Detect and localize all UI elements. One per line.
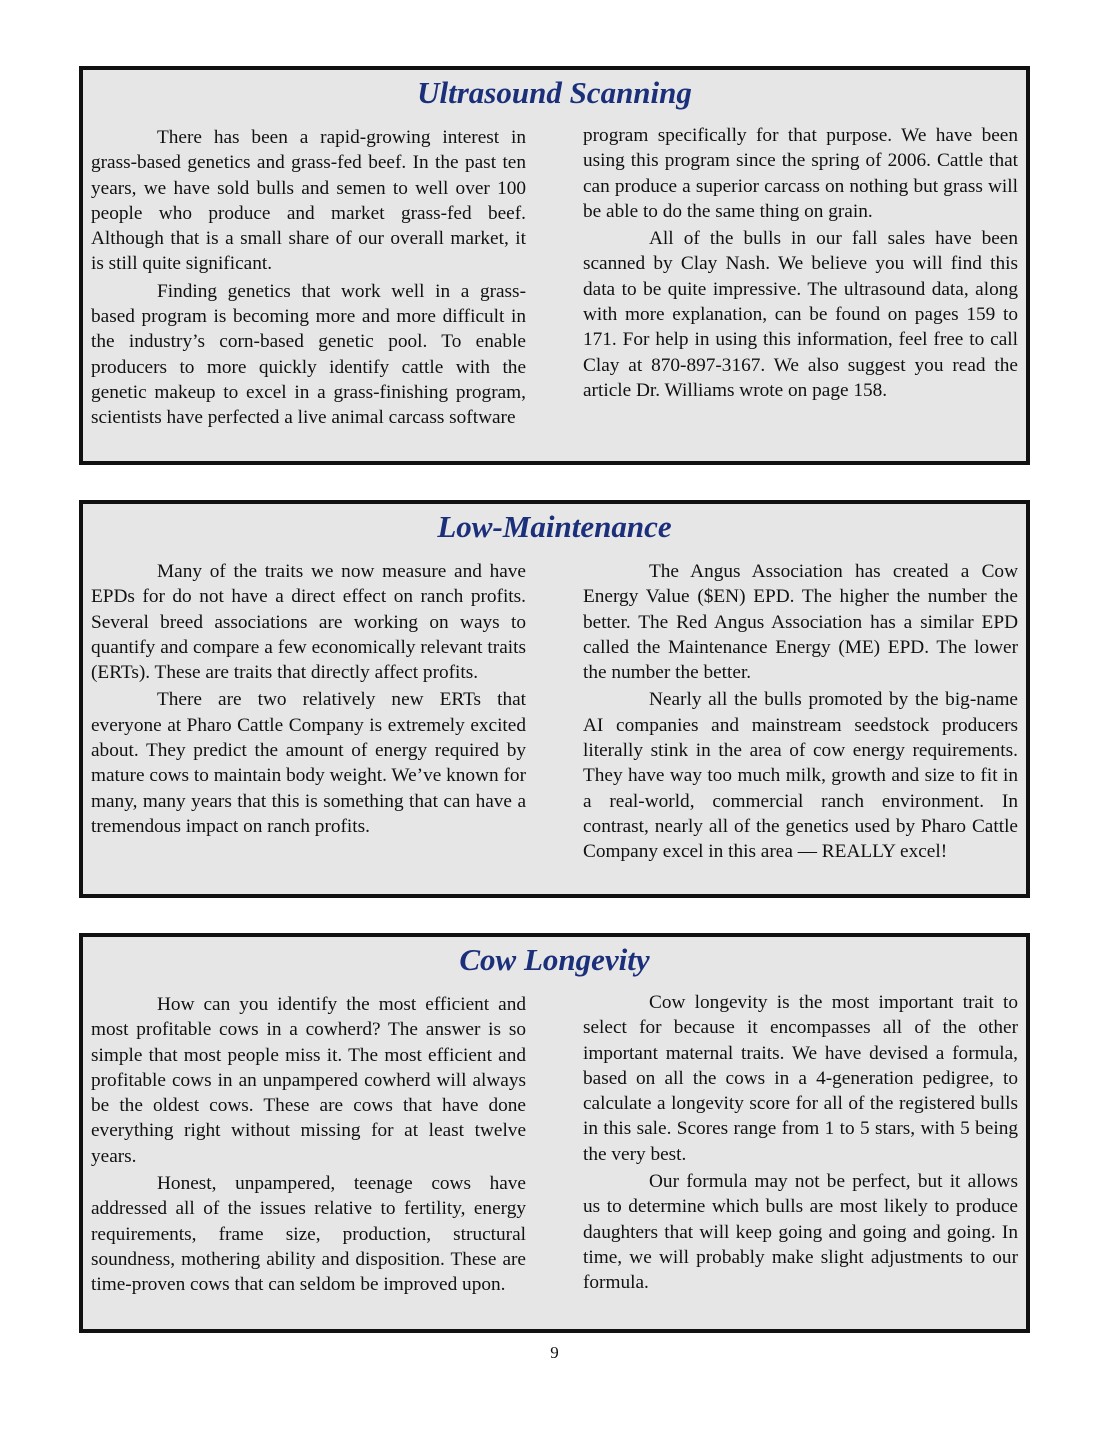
section-title: Cow Longevity [459,942,650,977]
paragraph: There has been a rapid-growing interest in grass-based genetics and grass-fed beef. In the past ten years, we have sold bulls and semen to well over 100 people who produce and market grass-fed beef. Although that is a small share of our overall market, it is still quite significant. [91,127,526,275]
left-column [91,112,526,433]
left-column [91,546,526,867]
paragraph: Our formula may not be perfect, but it allows us to determine which bulls are most likely to produce daughters that will keep going and going and going. In time, we will probably make slight adjustments to our formula. [583,1171,1018,1294]
section-title: Low-Maintenance [437,509,672,544]
paragraph: program specifically for that purpose. We have been using this program since the spring of 2006. Cattle that can produce a superior carcass on nothing but grass will be able to do the same thing on grain. [583,125,1018,222]
section-columns [83,112,1026,433]
ultrasound-scanning-box [79,66,1030,465]
right-column [583,546,1018,867]
low-maintenance-box [79,500,1030,898]
section-columns [83,979,1026,1300]
paragraph: Many of the traits we now measure and have EPDs for do not have a direct effect on ranch profits. Several breed associations are working on ways to quantify and compare a few economically relevant traits (ERTs). These are traits that directly affect profits. [91,561,526,684]
section-title: Ultrasound Scanning [417,75,692,110]
paragraph: The Angus Association has created a Cow Energy Value ($EN) EPD. The higher the number the better. The Red Angus Association has a similar EPD called the Maintenance Energy (ME) EPD. The lower the number the better. [583,561,1018,684]
paragraph: Cow longevity is the most important trait to select for because it encompasses all of the other important maternal traits. We have devised a formula, based on all the cows in a 4-generation pedigree, to calculate a longevity score for all of the registered bulls in this sale. Scores range from 1 to 5 stars, with 5 being the very best. [583,992,1018,1165]
paragraph: Nearly all the bulls promoted by the big-name AI companies and mainstream seedstock producers literally stink in the area of cow energy requirements. They have way too much milk, growth and size to fit in a real-world, commercial ranch environment. In contrast, nearly all of the genetics used by Pharo Cattle Company excel in this area — REALLY excel! [583,689,1018,863]
section-columns [83,546,1026,867]
right-column [583,112,1018,433]
left-column [91,979,526,1300]
paragraph: All of the bulls in our fall sales have been scanned by Clay Nash. We believe you will find this data to be quite impressive. The ultrasound data, along with more explanation, can be found on pages 159 to 171. For help in using this information, feel free to call Clay at 870-897-3167. We also suggest you read the article Dr. Williams wrote on page 158. [583,228,1018,401]
page-number: 9 [550,1343,559,1362]
paragraph: How can you identify the most efficient and most profitable cows in a cowherd? The answer is so simple that most people miss it. The most efficient and profitable cows in an unpampered cowherd will always be the oldest cows. These are cows that have done everything right without missing for at least twelve years. [91,994,526,1167]
paragraph: Finding genetics that work well in a grass-based program is becoming more and more difficult in the industry’s corn-based genetic pool. To enable producers to more quickly identify cattle with the genetic makeup to excel in a grass-finishing program, scientists have perfected a live animal carcass software [91,280,526,429]
cow-longevity-box [79,933,1030,1333]
paragraph: Honest, unpampered, teenage cows have addressed all of the issues relative to fertility, energy requirements, frame size, production, structural soundness, mothering ability and disposition. These are time-proven cows that can seldom be improved upon. [91,1173,526,1296]
right-column [583,979,1018,1300]
paragraph: There are two relatively new ERTs that everyone at Pharo Cattle Company is extremely excited about. They predict the amount of energy required by mature cows to maintain body weight. We’ve known for many, many years that this is something that can have a tremendous impact on ranch profits. [91,689,526,837]
